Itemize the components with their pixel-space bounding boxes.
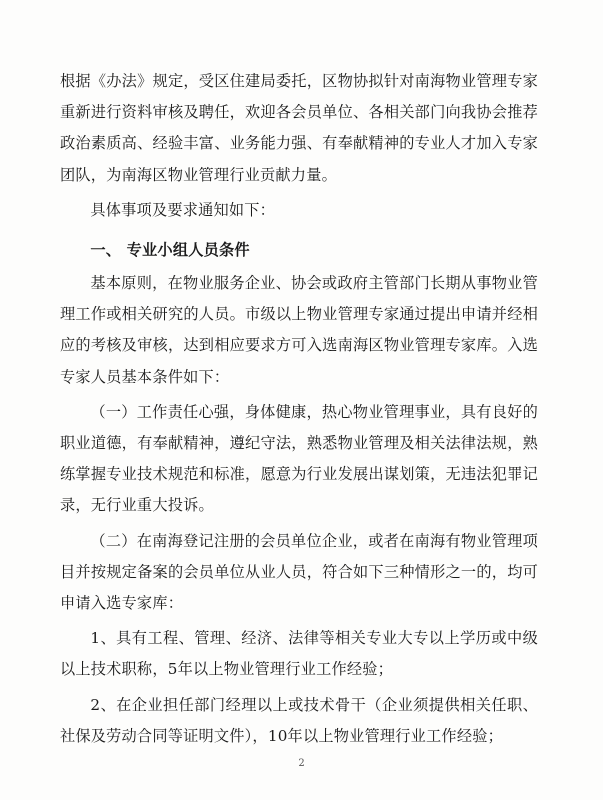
document-body xyxy=(60,66,538,752)
paragraph-notice-lead: 具体事项及要求通知如下： xyxy=(90,200,276,219)
paragraph-item-2: 2、在企业担任部门经理以上或技术骨干（企业须提供相关任职、社保及劳动合同等证明文件），10年以上物业管理行业工作经验； xyxy=(60,695,538,745)
paragraph-basic-principle: 基本原则，在物业服务企业、协会或政府主管部门长期从事物业管理工作或相关研究的人员。市级以上物业管理专家通过提出申请并经相应的考核及审核，达到相应要求方可入选南海区物业管理专家库。入选专家人员基本条件如下： xyxy=(60,274,538,386)
paragraph-condition-1: （一）工作责任心强，身体健康，热心物业管理事业，具有良好的职业道德，有奉献精神，遵纪守法，熟悉物业管理及相关法律法规，熟练掌握专业技术规范和标准，愿意为行业发展出谋划策，无违法犯罪记录，无行业重大投诉。 xyxy=(60,402,538,515)
section-heading-1: 一、 专业小组人员条件 xyxy=(90,241,250,260)
paragraph-item-1: 1、具有工程、管理、经济、法律等相关专业大专以上学历或中级以上技术职称，5年以上物业管理行业工作经验； xyxy=(60,629,538,679)
page-number: 2 xyxy=(298,758,305,769)
paragraph-intro-continued: 根据《办法》规定，受区住建局委托，区物协拟针对南海物业管理专家重新进行资料审核及聘任，欢迎各会员单位、各相关部门向我协会推荐政治素质高、经验丰富、业务能力强、有奉献精神的专业人才加入专家团队，为南海区物业管理行业贡献力量。 xyxy=(60,72,538,184)
paragraph-condition-2: （二）在南海登记注册的会员单位企业，或者在南海有物业管理项目并按规定备案的会员单位从业人员，符合如下三种情形之一的，均可申请入选专家库： xyxy=(60,531,538,613)
